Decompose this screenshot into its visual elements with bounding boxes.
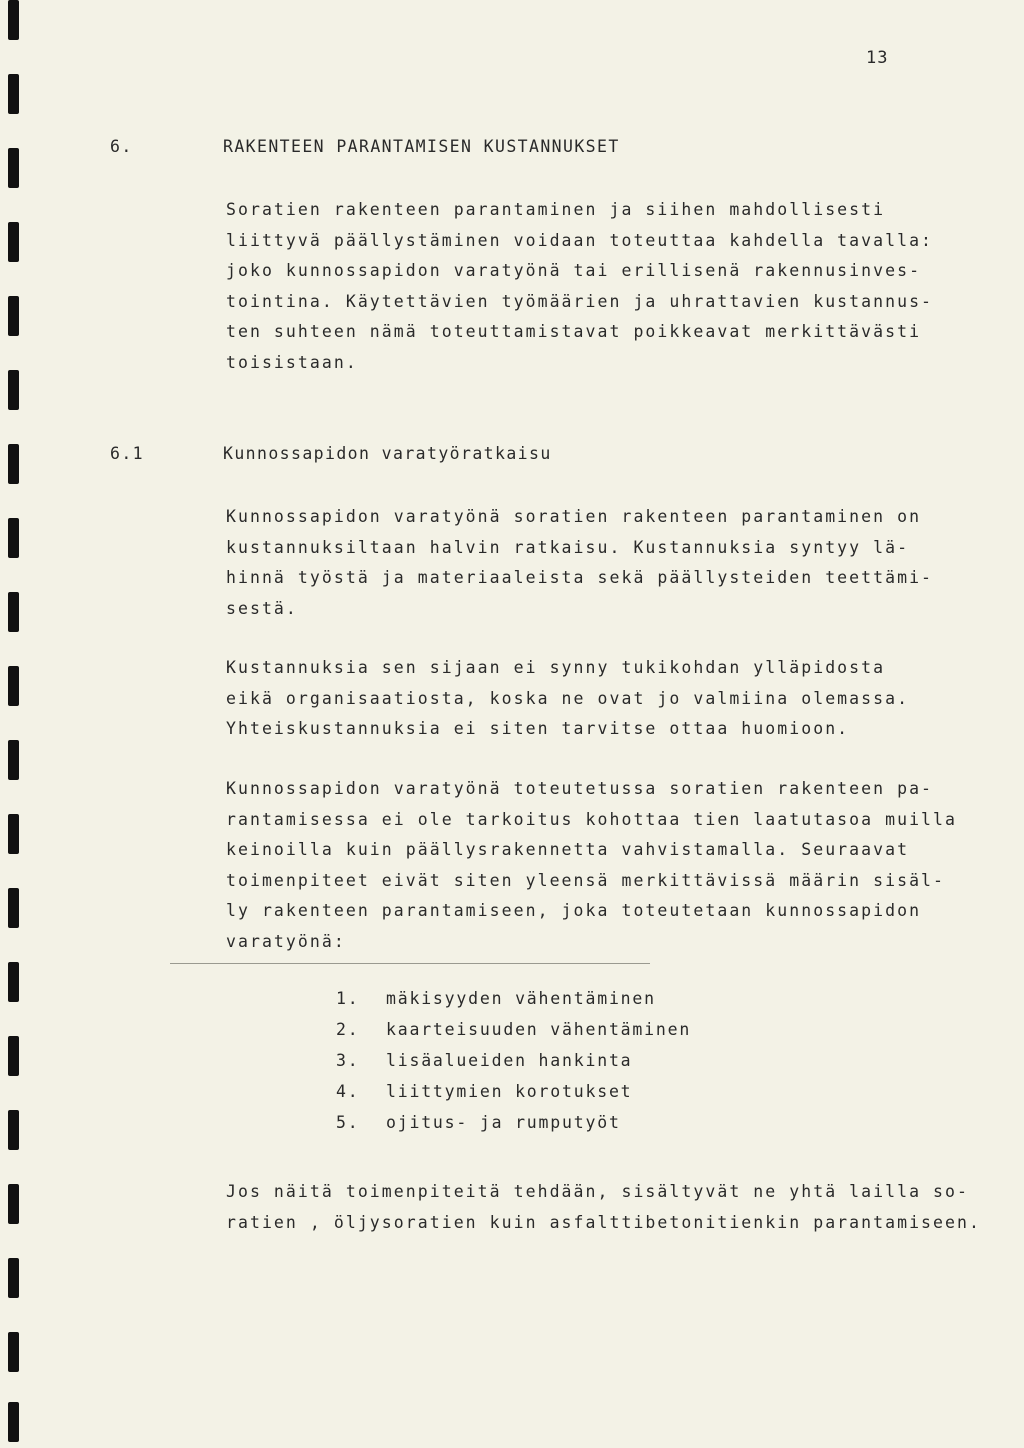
text-line: eikä organisaatiosta, koska ne ovat jo valmiina olemassa. [226,688,910,708]
text-line: Kunnossapidon varatyönä toteutetussa soratien rakenteen pa- [226,779,934,798]
text-line: rantamisessa ei ole tarkoitus kohottaa tien laatutasoa muilla [226,809,958,829]
binding-hole [8,148,19,188]
text-line: kustannuksiltaan halvin ratkaisu. Kustannuksia syntyy lä- [226,537,910,557]
page-number: 13 [866,48,889,68]
list-item [336,1082,691,1113]
list-item-number: 3. [336,1051,360,1070]
list-item-text: lisäalueiden hankinta [386,1051,633,1070]
list-item-text: liittymien korotukset [386,1082,633,1101]
paragraph-1 [226,502,1016,624]
list-item-text: ojitus- ja rumputyöt [386,1113,621,1132]
text-line: tointina. Käytettävien työmäärien ja uhrattavien kustannus- [226,291,934,311]
list-item [336,1051,691,1082]
text-line: sestä. [226,598,298,618]
binding-hole [8,296,19,336]
text-line: ten suhteen nämä toteuttamistavat poikkeavat merkittävästi [226,322,922,341]
binding-hole [8,370,19,410]
text-line: Jos näitä toimenpiteitä tehdään, sisältyvät ne yhtä lailla so- [226,1182,969,1201]
binding-hole [8,814,19,854]
measures-list [336,989,691,1144]
paragraph-2 [226,653,1016,745]
list-item-number: 2. [336,1020,360,1039]
text-line: Kunnossapidon varatyönä soratien rakenteen parantaminen on [226,507,922,526]
binding-hole [8,0,19,40]
binding-hole [8,1402,19,1442]
text-line: ratien , öljysoratien kuin asfalttibetonitienkin parantamiseen. [226,1212,981,1232]
list-item-text: kaarteisuuden vähentäminen [386,1020,692,1039]
list-item-number: 1. [336,989,360,1008]
binding-hole [8,1036,19,1076]
paragraph-3 [226,774,1016,957]
binding-hole [8,1332,19,1372]
text-line: joko kunnossapidon varatyönä tai erillisenä rakennusinves- [226,261,922,280]
subsection-title: Kunnossapidon varatyöratkaisu [223,444,552,463]
text-line: hinnä työstä ja materiaaleista sekä päällysteiden teettämi- [226,568,934,587]
text-line: Yhteiskustannuksia ei siten tarvitse ottaa huomioon. [226,719,850,738]
binding-holes [0,0,30,1448]
faint-divider [170,963,650,964]
list-item-number: 4. [336,1082,360,1101]
text-line: varatyönä: [226,931,346,951]
section-title: RAKENTEEN PARANTAMISEN KUSTANNUKSET [223,137,620,156]
binding-hole [8,888,19,928]
binding-hole [8,222,19,262]
binding-hole [8,962,19,1002]
binding-hole [8,1184,19,1224]
list-item-number: 5. [336,1113,360,1132]
closing-paragraph [226,1177,1016,1238]
text-line: Kustannuksia sen sijaan ei synny tukikohdan ylläpidosta [226,658,886,677]
binding-hole [8,740,19,780]
subsection-number: 6.1 [110,444,145,463]
binding-hole [8,74,19,114]
binding-hole [8,444,19,484]
text-line: Soratien rakenteen parantaminen ja siihen mahdollisesti [226,200,886,219]
list-item [336,1113,691,1144]
text-line: toisistaan. [226,352,358,372]
binding-hole [8,1258,19,1298]
binding-hole [8,592,19,632]
list-item-text: mäkisyyden vähentäminen [386,989,656,1008]
list-item [336,1020,691,1051]
text-line: toimenpiteet eivät siten yleensä merkittävissä määrin sisäl- [226,870,946,890]
binding-hole [8,518,19,558]
section-number: 6. [110,137,133,156]
intro-paragraph [226,195,1016,378]
text-line: liittyvä päällystäminen voidaan toteuttaa kahdella tavalla: [226,230,934,250]
text-line: keinoilla kuin päällysrakennetta vahvistamalla. Seuraavat [226,840,910,859]
list-item [336,989,691,1020]
binding-hole [8,666,19,706]
text-line: ly rakenteen parantamiseen, joka toteutetaan kunnossapidon [226,901,922,920]
binding-hole [8,1110,19,1150]
